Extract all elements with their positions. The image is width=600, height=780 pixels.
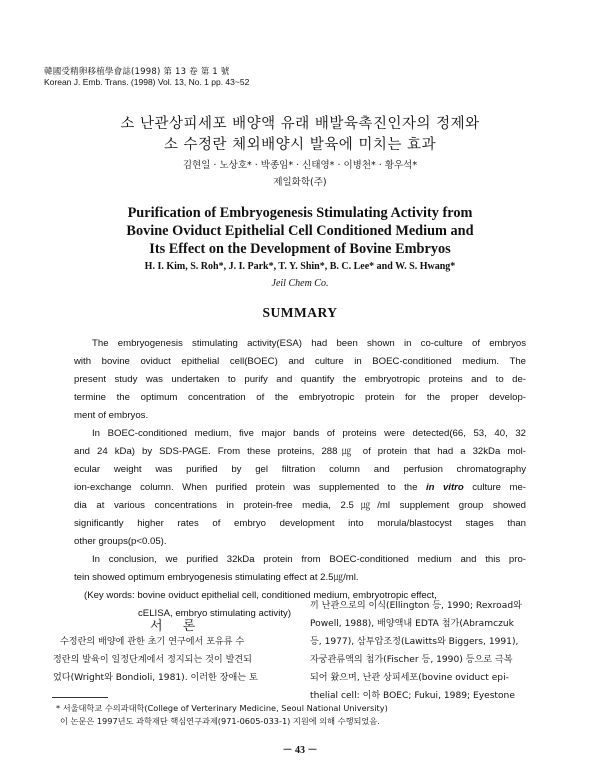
korean-authors: 김현일 · 노상호* · 박종임* · 신태영* · 이병천* · 황우석*	[182, 160, 418, 171]
keywords-line-2: cELISA, embryo stimulating activity)	[138, 608, 292, 619]
summary-heading: SUMMARY	[262, 305, 338, 320]
intro-left-line: 었다(Wright와 Bondioli, 1981). 이러한 장애는 토	[53, 673, 258, 683]
abstract-line: In BOEC-conditioned medium, five major bands of proteins were detected(66, 53, 40, 32	[92, 428, 526, 439]
korean-affiliation: 제일화학(주)	[273, 177, 327, 188]
page-number: － 43 －	[282, 745, 318, 756]
journal-header-english: Korean J. Emb. Trans. (1998) Vol. 13, No. 1 pp. 43~52	[44, 77, 250, 87]
intro-right-line: 되어 왔으며, 난관 상피세포(bovine oviduct epi-	[310, 673, 509, 683]
in-vitro-emphasis: in vitro	[425, 482, 464, 493]
introduction-heading: 서 론	[150, 619, 204, 634]
abstract-line: with bovine oviduct epithelial cell(BOEC) and culture in BOEC-conditioned medium. The	[74, 356, 526, 367]
intro-left-line: 정란의 발육이 일정단계에서 정지되는 것이 발견되	[53, 655, 252, 665]
intro-right-line: Powell, 1988), 배양액내 EDTA 첨가(Abramczuk	[310, 619, 514, 629]
abstract-line: dia at various concentrations in protein-free media, 2.5㎍/ml supplement group showed	[74, 500, 526, 511]
intro-right-line: thelial cell: 이하 BOEC; Fukui, 1989; Eyestone	[310, 691, 515, 701]
english-title-line-2: Bovine Oviduct Epithelial Cell Conditioned Medium and	[126, 223, 474, 239]
english-authors: H. I. Kim, S. Roh*, J. I. Park*, T. Y. Shin*, B. C. Lee* and W. S. Hwang*	[144, 261, 456, 272]
abstract-line: ion-exchange column. When purified protein was supplemented to the in vitro culture me-	[74, 482, 527, 493]
korean-title-line-2: 소 수정란 체외배양시 발육에 미치는 효과	[163, 137, 437, 153]
footnote-affiliation: * 서울대학교 수의과대학(College of Verterinary Medicine, Seoul National University)	[56, 703, 388, 713]
journal-header-korean: 韓國受精卵移植學會誌(1998) 第 13 卷 第 1 號	[44, 67, 230, 77]
footnote-funding: 이 논문은 1997년도 과학재단 핵심연구과제(971-0605-033-1) 지원에 의해 수행되었음.	[60, 716, 380, 726]
keywords-line-1: (Key words: bovine oviduct epithelial cell, conditioned medium, embryotropic effect,	[84, 590, 437, 601]
abstract-line: and 24 kDa) by SDS-PAGE. From these proteins, 288㎍ of protein that had a 32kDa mol-	[74, 446, 526, 457]
abstract-line: present study was undertaken to purify and quantify the embryotropic proteins and to de-	[74, 374, 526, 385]
abstract-line: In conclusion, we purified 32kDa protein from BOEC-conditioned medium and this pro-	[92, 554, 526, 565]
english-affiliation: Jeil Chem Co.	[271, 278, 329, 289]
abstract-line: tein showed optimum embryogenesis stimulating effect at 2.5㎍/ml.	[74, 572, 359, 583]
korean-title-line-1: 소 난관상피세포 배양액 유래 배발육촉진인자의 정제와	[120, 116, 480, 132]
abstract-line: termine the optimum concentration of the embryotropic protein for the proper develop-	[74, 392, 526, 403]
footnote-divider	[52, 697, 108, 698]
abstract-line: other groups(p<0.05).	[74, 536, 167, 547]
abstract-line: ecular weight was purified by gel filtration column and perfusion chromatography	[74, 464, 526, 475]
english-title-line-3: Its Effect on the Development of Bovine Embryos	[149, 241, 451, 257]
abstract-line: The embryogenesis stimulating activity(ESA) had been shown in co-culture of embryos	[92, 338, 526, 349]
intro-right-line: 등, 1977), 삼투압조정(Lawitts와 Biggers, 1991),	[310, 637, 519, 647]
intro-left-line: 수정란의 배양에 관한 초기 연구에서 포유류 수	[60, 637, 245, 647]
abstract-line: ment of embryos.	[74, 410, 149, 421]
intro-right-line: 자궁관류액의 첨가(Fischer 등, 1990) 등으로 극복	[310, 655, 513, 665]
intro-right-line: 끼 난관으로의 이식(Ellington 등, 1990; Rexroad와	[310, 601, 522, 611]
english-title-line-1: Purification of Embryogenesis Stimulating Activity from	[127, 205, 473, 221]
abstract-line: significantly higher rates of embryo development into morula/blastocyst stages than	[74, 518, 526, 529]
